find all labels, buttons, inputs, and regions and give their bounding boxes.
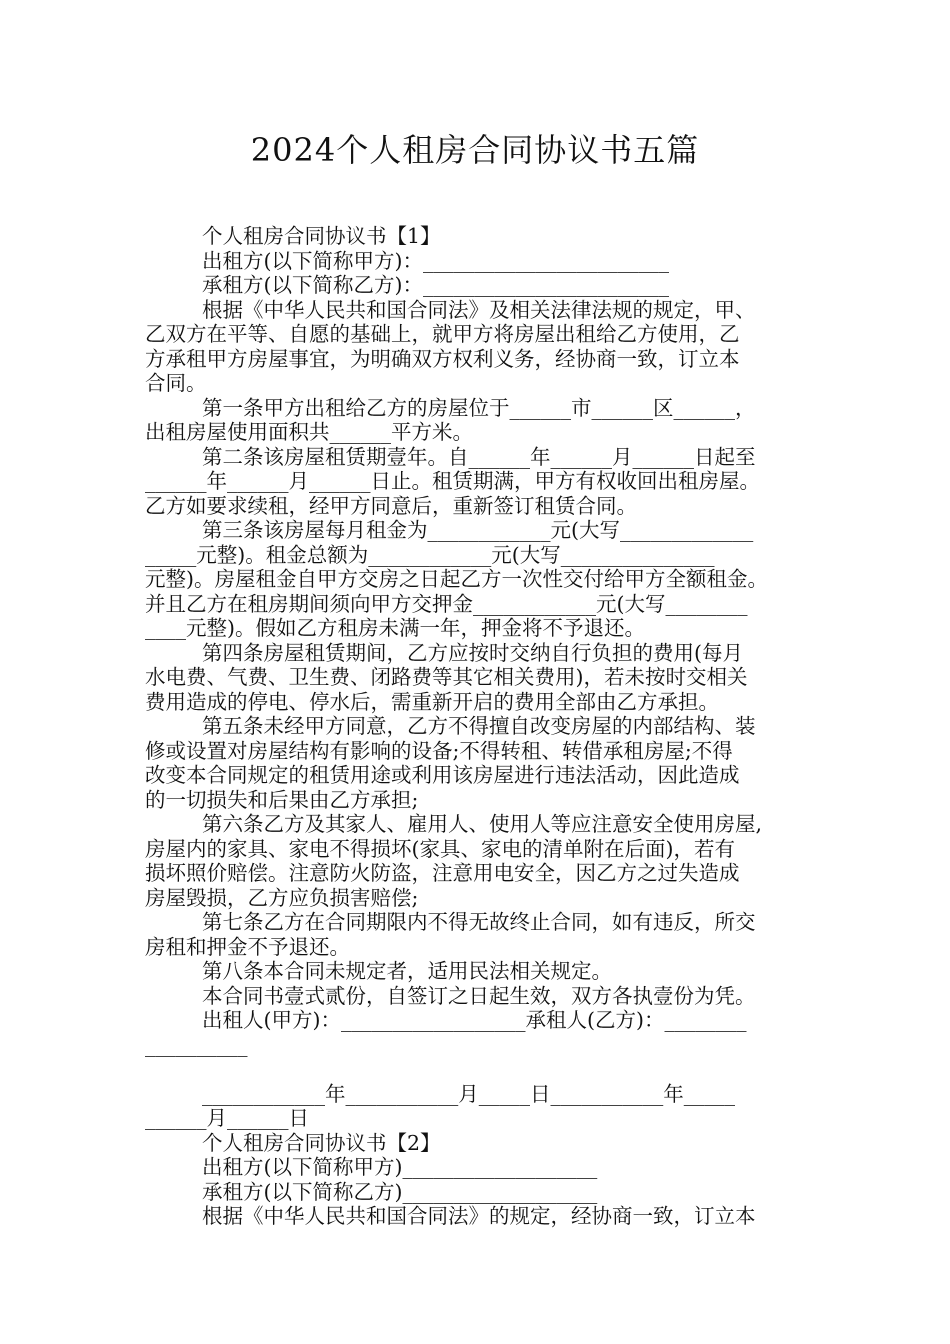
document-line: ______月______日 <box>145 1106 309 1130</box>
document-line: 房屋内的家具、家电不得损坏(家具、家电的清单附在后面)，若有 <box>145 836 735 861</box>
document-line: 个人租房合同协议书【2】 <box>202 1130 441 1155</box>
document-line: 水电费、气费、卫生费、闭路费等其它相关费用)，若未按时交相关 <box>145 665 748 689</box>
document-line <box>145 1057 810 1082</box>
document-line: 出租方(以下简称甲方)：________________________ <box>202 248 669 273</box>
document-line: 根据《中华人民共和国合同法》及相关法律法规的规定，甲、 <box>202 297 756 322</box>
document-line: ______年______月______日止。租赁期满，甲方有权收回出租房屋。 <box>145 469 760 493</box>
document-line: 费用造成的停电、停水后，需重新开启的费用全部由乙方承担。 <box>145 689 719 714</box>
document-line: __________ <box>145 1032 248 1057</box>
document-line: 第四条房屋租赁期间，乙方应按时交纳自行负担的费用(每月 <box>202 640 743 665</box>
document-line: _____元整)。租金总额为____________元(大写_______________ <box>145 542 715 567</box>
document-line: 第三条该房屋每月租金为____________元(大写_____________ <box>202 518 754 542</box>
document-line: 合同。 <box>145 371 207 395</box>
document-line: 第二条该房屋租赁期壹年。自______年______月______日起至 <box>202 444 756 469</box>
document-line: 出租方(以下简称甲方)___________________ <box>202 1155 598 1179</box>
document-line: 损坏照价赔偿。注意防火防盗，注意用电安全，因乙方之过失造成 <box>145 861 740 885</box>
document-line: 承租方(以下简称乙方)：________________________ <box>202 273 669 297</box>
document-title: 2024个人租房合同协议书五篇 <box>250 131 700 169</box>
document-line: 元整)。房屋租金自甲方交房之日起乙方一次性交付给甲方全额租金。 <box>145 567 768 591</box>
document-line: 第五条未经甲方同意，乙方不得擅自改变房屋的内部结构、装 <box>202 714 756 738</box>
document-line: 个人租房合同协议书【1】 <box>202 224 441 248</box>
document-line: 第八条本合同未规定者，适用民法相关规定。 <box>202 959 612 983</box>
document-line: 出租人(甲方)：__________________承租人(乙方)：________ <box>202 1008 747 1032</box>
document-line: 改变本合同规定的租赁用途或利用该房屋进行违法活动，因此造成 <box>145 763 740 787</box>
document-line: 乙方如要求续租，经甲方同意后，重新签订租赁合同。 <box>145 493 637 518</box>
document-line: 本合同书壹式贰份，自签订之日起生效，双方各执壹份为凭。 <box>202 983 756 1008</box>
document-line: 的一切损失和后果由乙方承担; <box>145 787 419 812</box>
document-line: 第七条乙方在合同期限内不得无故终止合同，如有违反，所交 <box>202 910 756 934</box>
document-line: 出租房屋使用面积共______平方米。 <box>145 420 473 444</box>
document-line: ____元整)。假如乙方租房未满一年，押金将不予退还。 <box>145 616 645 640</box>
document-line: 根据《中华人民共和国合同法》的规定，经协商一致，订立本 <box>202 1204 756 1228</box>
document-body <box>145 224 810 1229</box>
document-line: 方承租甲方房屋事宜，为明确双方权利义务，经协商一致，订立本 <box>145 346 740 371</box>
document-line: 承租方(以下简称乙方)___________________ <box>202 1179 598 1204</box>
document-line: 并且乙方在租房期间须向甲方交押金____________元(大写________ <box>145 591 748 616</box>
document-line: 房租和押金不予退还。 <box>145 934 350 959</box>
document-line: 修或设置对房屋结构有影响的设备;不得转租、转借承租房屋;不得 <box>145 738 733 763</box>
document-line: 乙双方在平等、自愿的基础上，就甲方将房屋出租给乙方使用，乙 <box>145 322 740 346</box>
document-line: 第六条乙方及其家人、雇用人、使用人等应注意安全使用房屋, <box>202 812 763 836</box>
document-line: 房屋毁损，乙方应负损害赔偿; <box>145 885 419 910</box>
document-line: ____________年___________月_____日___________年_____ <box>202 1081 735 1106</box>
document-line: 第一条甲方出租给乙方的房屋位于______市______区______， <box>202 395 756 420</box>
